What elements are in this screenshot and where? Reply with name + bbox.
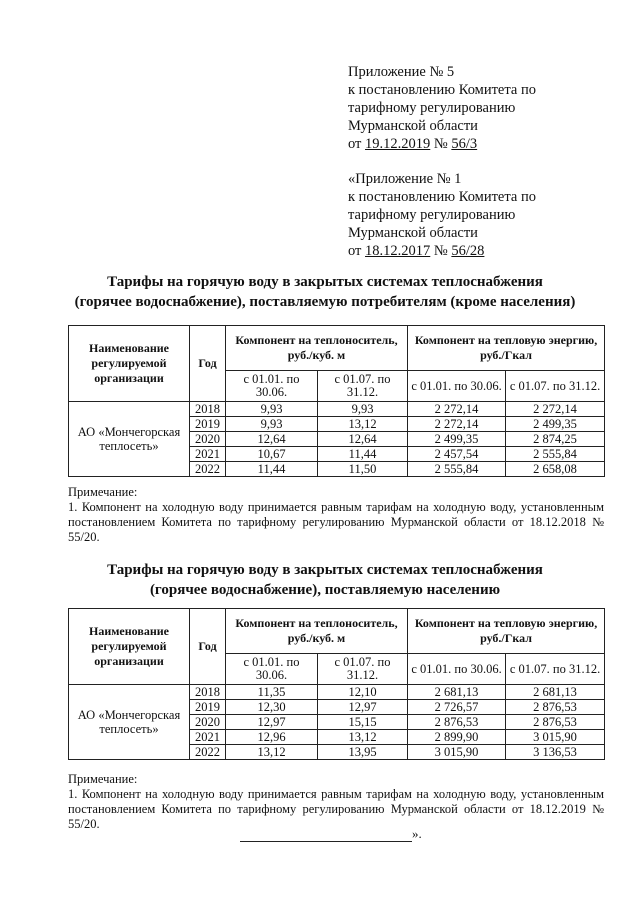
energy-h2-cell: 2 658,08	[506, 462, 605, 477]
header-org: Наименование регулируемой организации	[69, 326, 190, 402]
appendix-1-header	[348, 170, 536, 260]
year-cell: 2019	[190, 417, 226, 432]
header-period-1: с 01.01. по 30.06.	[408, 654, 506, 685]
appendix-number: 56/3	[451, 136, 478, 152]
header-period-1: с 01.01. по 30.06.	[226, 371, 318, 402]
coolant-h1-cell: 12,30	[226, 700, 318, 715]
appendix-5-header	[348, 63, 536, 153]
appendix-line: тарифному регулированию	[348, 100, 516, 116]
number-prefix: №	[430, 243, 452, 259]
coolant-h1-cell: 9,93	[226, 402, 318, 417]
energy-h2-cell: 3 136,53	[506, 745, 605, 760]
energy-h1-cell: 2 876,53	[408, 715, 506, 730]
appendix-line: Мурманской области	[348, 118, 478, 134]
title-line: (горячее водоснабжение), поставляемую населению	[149, 582, 501, 598]
energy-h2-cell: 2 499,35	[506, 417, 605, 432]
header-period-2: с 01.07. по 31.12.	[318, 654, 408, 685]
appendix-line: Мурманской области	[348, 225, 478, 241]
appendix-date-line	[348, 135, 536, 153]
energy-h2-cell: 2 681,13	[506, 685, 605, 700]
year-cell: 2018	[190, 402, 226, 417]
year-cell: 2019	[190, 700, 226, 715]
header-period-2: с 01.07. по 31.12.	[318, 371, 408, 402]
header-period-2: с 01.07. по 31.12.	[506, 654, 605, 685]
appendix-date: 19.12.2019	[365, 136, 431, 152]
appendix-line: к постановлению Комитета по	[348, 82, 536, 98]
coolant-h1-cell: 10,67	[226, 447, 318, 462]
note-label: Примечание:	[68, 485, 138, 499]
date-prefix: от	[348, 136, 366, 152]
table-row	[69, 685, 605, 700]
coolant-h2-cell: 13,12	[318, 417, 408, 432]
note-label: Примечание:	[68, 772, 138, 786]
closing-mark	[240, 826, 422, 842]
appendix-line: к постановлению Комитета по	[348, 189, 536, 205]
coolant-h1-cell: 11,35	[226, 685, 318, 700]
energy-h2-cell: 3 015,90	[506, 730, 605, 745]
coolant-h2-cell: 12,64	[318, 432, 408, 447]
energy-h1-cell: 2 457,54	[408, 447, 506, 462]
header-coolant: Компонент на теплоноситель, руб./куб. м	[226, 609, 408, 654]
energy-h2-cell: 2 874,25	[506, 432, 605, 447]
closing-quote: ».	[412, 826, 422, 841]
coolant-h1-cell: 12,64	[226, 432, 318, 447]
header-org: Наименование регулируемой организации	[69, 609, 190, 685]
year-cell: 2022	[190, 745, 226, 760]
header-year: Год	[190, 326, 226, 402]
appendix-title: «Приложение № 1	[348, 171, 462, 187]
note-text: 1. Компонент на холодную воду принимается равным тарифам на холодную воду, установленным постановлением Комитета по тарифному регулированию Мурманской области от 18.12.2018 № 55/20.	[68, 500, 604, 544]
title-line: (горячее водоснабжение), поставляемую потребителям (кроме населения)	[74, 294, 576, 310]
header-period-1: с 01.01. по 30.06.	[226, 654, 318, 685]
year-cell: 2020	[190, 715, 226, 730]
energy-h2-cell: 2 876,53	[506, 700, 605, 715]
appendix-line: тарифному регулированию	[348, 207, 516, 223]
tariff-table-population	[68, 608, 605, 760]
appendix-date: 18.12.2017	[365, 243, 431, 259]
number-prefix: №	[430, 136, 452, 152]
org-name-cell: АО «Мончегорская теплосеть»	[69, 685, 190, 760]
year-cell: 2020	[190, 432, 226, 447]
energy-h1-cell: 2 555,84	[408, 462, 506, 477]
energy-h2-cell: 2 272,14	[506, 402, 605, 417]
section-1-title	[40, 272, 610, 312]
coolant-h1-cell: 12,97	[226, 715, 318, 730]
header-year: Год	[190, 609, 226, 685]
energy-h1-cell: 2 726,57	[408, 700, 506, 715]
title-line: Тарифы на горячую воду в закрытых системах теплоснабжения	[107, 562, 543, 578]
title-line: Тарифы на горячую воду в закрытых системах теплоснабжения	[107, 274, 543, 290]
note-1	[68, 485, 604, 545]
energy-h1-cell: 2 899,90	[408, 730, 506, 745]
year-cell: 2022	[190, 462, 226, 477]
energy-h1-cell: 2 681,13	[408, 685, 506, 700]
energy-h1-cell: 2 272,14	[408, 402, 506, 417]
coolant-h2-cell: 12,10	[318, 685, 408, 700]
coolant-h2-cell: 13,12	[318, 730, 408, 745]
coolant-h1-cell: 11,44	[226, 462, 318, 477]
note-text: 1. Компонент на холодную воду принимается равным тарифам на холодную воду, установленным постановлением Комитета по тарифному регулированию Мурманской области от 18.12.2019 № 55/20.	[68, 787, 604, 831]
appendix-title: Приложение № 5	[348, 64, 455, 80]
coolant-h1-cell: 12,96	[226, 730, 318, 745]
energy-h2-cell: 2 555,84	[506, 447, 605, 462]
header-coolant: Компонент на теплоноситель, руб./куб. м	[226, 326, 408, 371]
coolant-h2-cell: 11,44	[318, 447, 408, 462]
coolant-h1-cell: 9,93	[226, 417, 318, 432]
date-prefix: от	[348, 243, 366, 259]
coolant-h2-cell: 13,95	[318, 745, 408, 760]
coolant-h2-cell: 12,97	[318, 700, 408, 715]
coolant-h2-cell: 9,93	[318, 402, 408, 417]
appendix-number: 56/28	[451, 243, 485, 259]
org-name-cell: АО «Мончегорская теплосеть»	[69, 402, 190, 477]
coolant-h2-cell: 11,50	[318, 462, 408, 477]
appendix-date-line	[348, 242, 536, 260]
section-2-title	[40, 560, 610, 600]
year-cell: 2021	[190, 447, 226, 462]
note-2	[68, 772, 604, 832]
coolant-h1-cell: 13,12	[226, 745, 318, 760]
energy-h1-cell: 3 015,90	[408, 745, 506, 760]
energy-h1-cell: 2 272,14	[408, 417, 506, 432]
signature-line	[240, 829, 412, 842]
year-cell: 2018	[190, 685, 226, 700]
coolant-h2-cell: 15,15	[318, 715, 408, 730]
tariff-table-non-population	[68, 325, 605, 477]
header-energy: Компонент на тепловую энергию, руб./Гкал	[408, 609, 605, 654]
energy-h2-cell: 2 876,53	[506, 715, 605, 730]
header-energy: Компонент на тепловую энергию, руб./Гкал	[408, 326, 605, 371]
year-cell: 2021	[190, 730, 226, 745]
energy-h1-cell: 2 499,35	[408, 432, 506, 447]
header-period-2: с 01.07. по 31.12.	[506, 371, 605, 402]
header-period-1: с 01.01. по 30.06.	[408, 371, 506, 402]
table-row	[69, 402, 605, 417]
